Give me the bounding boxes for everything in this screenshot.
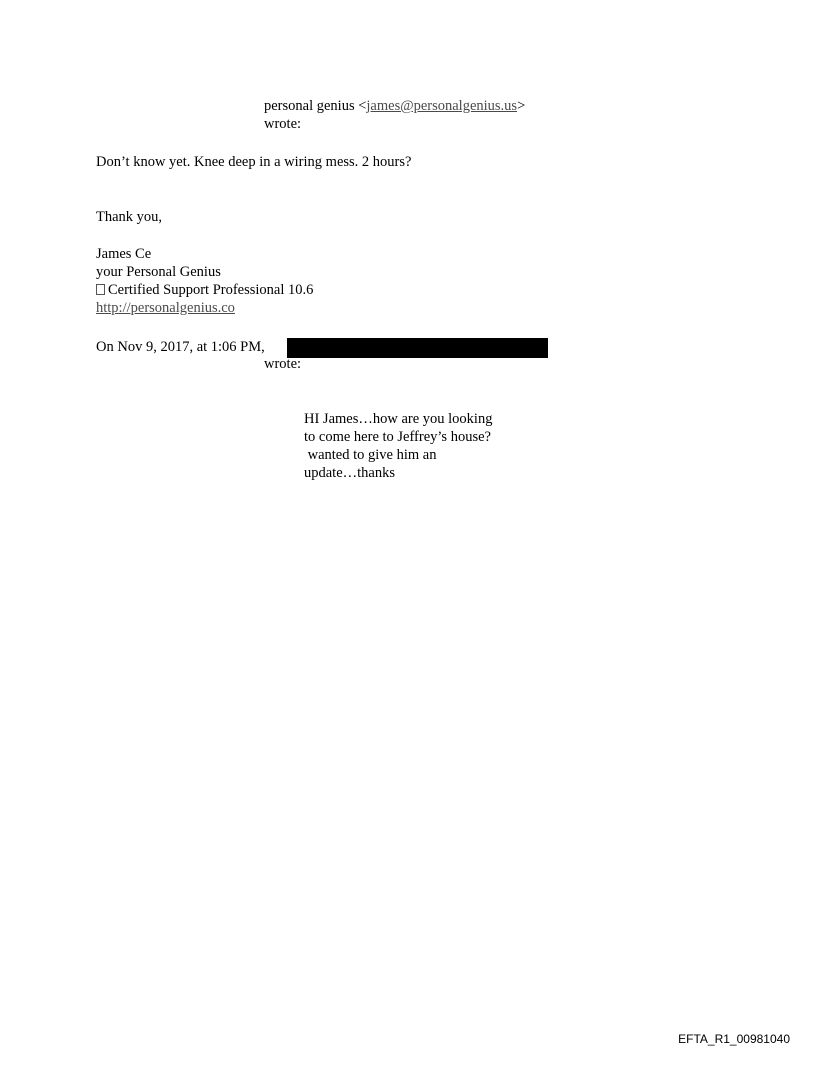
signature-website-line: [96, 299, 235, 317]
quoted-sender-wrote: wrote:: [264, 116, 302, 132]
reply-body: Don’t know yet. Knee deep in a wiring mess. 2 hours?: [96, 154, 412, 170]
quoted-message-line: to come here to Jeffrey’s house?: [304, 429, 491, 445]
bates-number: EFTA_R1_00981040: [678, 1032, 790, 1046]
website-link[interactable]: http://personalgenius.co: [96, 300, 235, 316]
redaction-box: [287, 338, 548, 358]
quoted-message-line: wanted to give him an: [304, 447, 437, 463]
sender-email-link[interactable]: james@personalgenius.us: [366, 98, 518, 114]
signature-name: James Ce: [96, 246, 152, 262]
signature-certification: Certified Support Professional 10.6: [108, 282, 314, 298]
quoted-sender-line: [264, 97, 525, 115]
signature-title: your Personal Genius: [96, 264, 221, 280]
quoted-sender-name: personal genius <: [264, 98, 367, 114]
signature-certification-line: [96, 281, 313, 299]
quote-attribution-wrote: wrote:: [264, 356, 302, 372]
quoted-message-line: update…thanks: [304, 465, 396, 481]
certificate-glyph-icon: [96, 284, 105, 295]
quoted-message-line: HI James…how are you looking: [304, 411, 493, 427]
quoted-sender-close: >: [517, 98, 526, 114]
signature-closing: Thank you,: [96, 209, 163, 225]
quote-attribution: On Nov 9, 2017, at 1:06 PM,: [96, 339, 265, 355]
